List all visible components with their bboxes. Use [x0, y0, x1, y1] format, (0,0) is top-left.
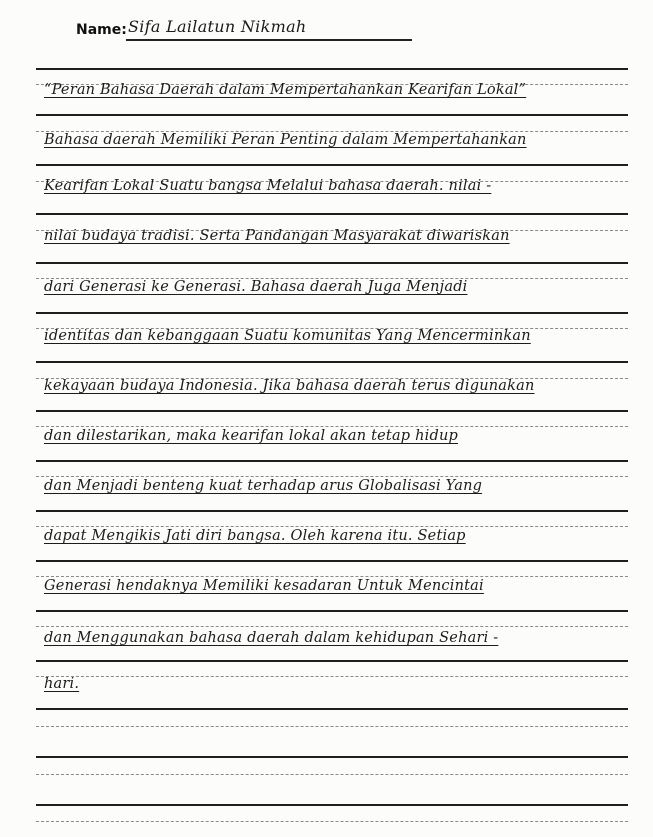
essay-line: dan Menggunakan bahasa daerah dalam kehidupan Sehari - — [44, 630, 499, 646]
essay-line: hari. — [44, 676, 80, 692]
ruled-line — [36, 660, 628, 662]
essay-line: dan Menjadi benteng kuat terhadap arus Globalisasi Yang — [44, 478, 483, 494]
essay-line: identitas dan kebanggaan Suatu komunitas Yang Mencerminkan — [44, 328, 531, 344]
name-row — [76, 18, 416, 42]
ruled-line — [36, 262, 628, 264]
guide-line — [36, 576, 628, 577]
ruled-line — [36, 756, 628, 758]
guide-line — [36, 821, 628, 822]
ruled-line — [36, 610, 628, 612]
student-name: Sifa Lailatun Nikmah — [128, 17, 307, 36]
essay-line: dan dilestarikan, maka kearifan lokal akan tetap hidup — [44, 428, 458, 444]
ruled-line — [36, 510, 628, 512]
essay-line: Kearifan Lokal Suatu bangsa Melalui bahasa daerah. nilai - — [44, 178, 492, 194]
ruled-line — [36, 708, 628, 710]
name-underline — [126, 39, 412, 41]
guide-line — [36, 676, 628, 677]
ruled-line — [36, 804, 628, 806]
ruled-line — [36, 560, 628, 562]
essay-line: Bahasa daerah Memiliki Peran Penting dalam Mempertahankan — [44, 132, 527, 148]
essay-line: dari Generasi ke Generasi. Bahasa daerah Juga Menjadi — [44, 279, 468, 295]
guide-line — [36, 526, 628, 527]
ruled-line — [36, 410, 628, 412]
ruled-line — [36, 361, 628, 363]
guide-line — [36, 726, 628, 727]
guide-line — [36, 476, 628, 477]
essay-line: kekayaan budaya Indonesia. Jika bahasa daerah terus digunakan — [44, 378, 535, 394]
essay-line: dapat Mengikis Jati diri bangsa. Oleh karena itu. Setiap — [44, 528, 466, 544]
guide-line — [36, 426, 628, 427]
ruled-line — [36, 114, 628, 116]
essay-line: Generasi hendaknya Memiliki kesadaran Untuk Mencintai — [44, 578, 484, 594]
guide-line — [36, 626, 628, 627]
essay-line: nilai budaya tradisi. Serta Pandangan Masyarakat diwariskan — [44, 228, 510, 244]
essay-title: “Peran Bahasa Daerah dalam Mempertahankan Kearifan Lokal” — [44, 82, 527, 98]
name-label: Name: — [76, 22, 127, 38]
ruled-line — [36, 164, 628, 166]
ruled-line — [36, 460, 628, 462]
guide-line — [36, 774, 628, 775]
ruled-line — [36, 68, 628, 70]
ruled-line — [36, 312, 628, 314]
ruled-line — [36, 213, 628, 215]
